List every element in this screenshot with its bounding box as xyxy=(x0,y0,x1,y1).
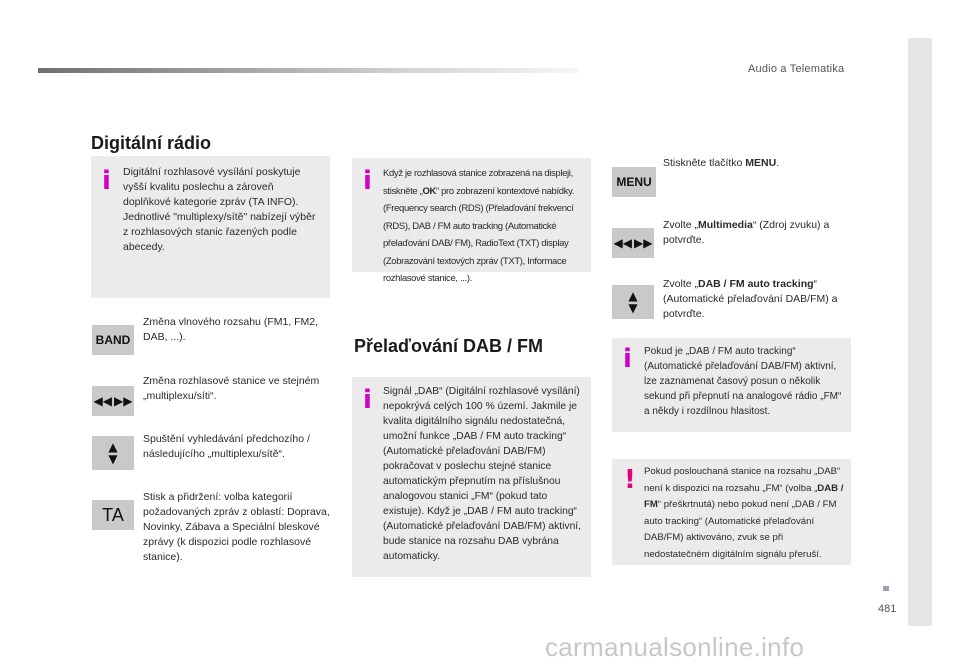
section-title-digital-radio: Digitální rádio xyxy=(91,133,212,153)
up-down-arrows-icon xyxy=(612,285,654,319)
page-marker xyxy=(883,586,889,591)
band-button-icon: BAND xyxy=(92,325,134,355)
context-menu-text: Když je rozhlasová stanice zobrazená na displeji, stiskněte „OK“ pro zobrazení kontextové nabídky. (Frequency search (RDS) (Přelaďování frekvencí (RDS), DAB / FM auto tracking (Automatické přelaďování DAB/ FM), RadioText (TXT) display (Zobrazování textových zpráv (TXT), Informace rozhlasové stanice, ...). xyxy=(383,168,575,284)
info-box-intro xyxy=(91,156,330,298)
dab-fm-info-text: Signál „DAB“ (Digitální rozhlasové vysílání) nepokrývá celých 100 % území. Jakmile je kvalita digitálního signálu nedostatečná, umožní funkce „DAB / FM auto tracking“ (Automatické přelaďování DAB/FM) pokračovat v poslechu stejné stanice automatickým přepnutím na příslušnou analogovou stanici „FM“ (pokud tato existuje). Když je „DAB / FM auto tracking“ (Automatické přelaďování DAB/FM) aktivní, bude stanice na rozsahu DAB vybrána automaticky. xyxy=(383,386,582,562)
info-box-time-shift xyxy=(612,338,851,432)
time-shift-text: Pokud je „DAB / FM auto tracking“ (Automatické přelaďování DAB/FM) aktivní, lze zaznamenat časový posun o několik sekund při přepnutí na analogové rádio „FM“ a někdy i rozdílnou hlasitost. xyxy=(644,346,842,417)
info-box-context-menu xyxy=(352,158,591,284)
seek-description: Změna rozhlasové stanice ve stejném „multiplexu/síti“. xyxy=(143,375,320,402)
header-rule xyxy=(38,68,578,73)
up-arrow-icon: ▲ xyxy=(108,440,118,454)
multimedia-arrows-icon xyxy=(612,228,654,258)
info-icon: i xyxy=(363,166,372,196)
up-arrow-icon: ▲ xyxy=(628,289,638,303)
down-arrow-icon: ▼ xyxy=(108,452,118,466)
intro-text: Digitální rozhlasové vysílání poskytuje vyšší kvalitu poslechu a zároveň doplňkové kategorie zpráv (TA INFO). Jednotlivé "multiplexy/sítě" nabízejí výběr z rozhlasových stanic řazených podle abecedy. xyxy=(123,166,316,253)
left-arrows-icon: ◀◀ xyxy=(93,394,112,408)
step-menu-text: Stiskněte tlačítko MENU. xyxy=(663,157,780,169)
warning-box xyxy=(612,459,851,565)
menu-button-icon: MENU xyxy=(612,167,656,197)
warning-icon: ! xyxy=(624,465,636,495)
page-number: 481 xyxy=(878,603,897,615)
section-title-dab-fm: Přelaďování DAB / FM xyxy=(354,336,543,356)
up-down-arrows-icon xyxy=(92,436,134,470)
step-multimedia-text: Zvolte „Multimedia“ (Zdroj zvuku) a potvrďte. xyxy=(663,219,830,246)
chapter-title: Audio a Telematika xyxy=(748,63,845,75)
ta-button-icon: TA xyxy=(92,500,134,530)
right-arrows-icon: ▶▶ xyxy=(634,236,653,250)
right-arrows-icon: ▶▶ xyxy=(114,394,133,408)
info-box-dab-fm xyxy=(352,377,591,577)
info-icon: i xyxy=(363,385,372,415)
ta-description: Stisk a přidržení: volba kategorií požadovaných zpráv z oblastí: Doprava, Novinky, Zábava a Speciální bleskové zprávy (k dispozici podle rozhlasové stanice). xyxy=(143,491,330,563)
seek-arrows-icon xyxy=(92,386,134,416)
info-icon: i xyxy=(623,344,632,374)
left-arrows-icon: ◀◀ xyxy=(613,236,632,250)
sidebar-strip xyxy=(908,38,932,626)
down-arrow-icon: ▼ xyxy=(628,301,638,315)
multiplex-search-description: Spuštění vyhledávání předchozího / následujícího „multiplexu/sítě“. xyxy=(143,433,310,460)
band-description: Změna vlnového rozsahu (FM1, FM2, DAB, ...). xyxy=(143,316,319,343)
info-icon: i xyxy=(102,166,111,196)
warning-text: Pokud poslouchaná stanice na rozsahu „DAB“ není k dispozici na rozsahu „FM“ (volba „DAB / FM“ přeškrtnutá) nebo pokud není „DAB / FM auto tracking“ (Automatické přelaďování DAB/FM) aktivováno, zvuk se při nedostatečném digitálním signálu přeruší. xyxy=(644,466,844,560)
step-auto-tracking-text: Zvolte „DAB / FM auto tracking“ (Automatické přelaďování DAB/FM) a potvrďte. xyxy=(663,278,838,320)
watermark: carmanualsonline.info xyxy=(545,632,805,662)
